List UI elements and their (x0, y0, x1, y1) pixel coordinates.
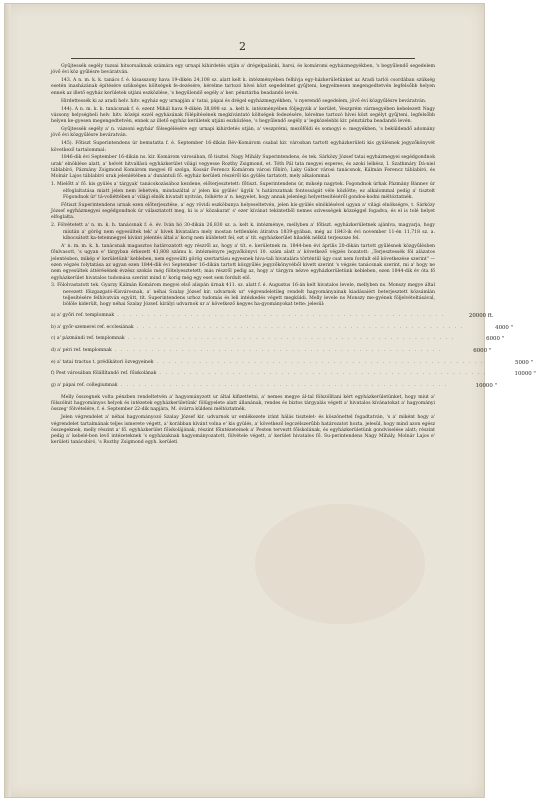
leader-dots: . . . . . . . . . . . . . . . . . . . . . . . . . . . . . . . . . . . . . . . . . . . . . . . . . . . . . . (120, 382, 448, 388)
bequest-amount: 6000 " (473, 348, 492, 355)
bequest-letter: b) (51, 324, 56, 330)
leader-dots: . . . . . . . . . . . . . . . . . . . . . . . . . . . . . . . . . . . . . . . . . . . . . . . . . . . . . . (117, 313, 445, 319)
item-number: 1. (51, 182, 56, 188)
bequest-row (51, 334, 505, 346)
bequest-amount: 10000 " (475, 382, 497, 389)
item-text: Mielőtt a' fő. kis gyülés a' tárgyak' tanácskozásához kezdene, előterjesztetett: főtiszt. Superintendens úr, miksép nagytek. Fogondnok úrhak Pázmány Bánnev úr elfoglaltatása miatt jelen nem lehetvén, mindazáltal a' jelen kis gyülés' ügyik 's határozatnak fontosságát véle közlötte; ez alkalommal pedig a' tisztelt Fögondnok úr' tá-volléttében a' világi elnök hivatalt nyitván, folkérte a' n. kegyelet, hogy annak jelenlegi helyettesítéséről gondos-kodni méltóztatnék. (57, 182, 435, 200)
bequest-letter: g) (51, 382, 56, 388)
bequest-letter: f) (51, 371, 55, 377)
paragraph: Melly összegnek volta pénzben rendeltetvén a' hagyományzott ur által kifizettetni, a' nemes megye ál-tal fölszólítani kért egyházkerületünket, hogy miut a' fölszólnit hagyományos helyek és intézetek egyházkerületünk' fölügyelete alatt állanának, rendes és biztos tárgyalás végett a' hivatalos kívánatokat a' hagyományi összeg' fölvételére, f. é. September 22-dik napjára, M. óvárra küldeni méltóztatnék. (51, 394, 435, 413)
bequest-amount: 4000 " (495, 324, 514, 331)
page-body (51, 40, 536, 448)
bequest-amount: 5000 " (515, 359, 533, 366)
bequest-label: a' győr-szemerei ref. ecclesiának (57, 324, 134, 330)
bequest-row (51, 357, 533, 369)
item-text: Fölvétetett a' n. m. k. h. tanácsnak f. é. év. Iván hó 30-dikán 26,830 sz. a. kelt k. intézménye, mellyben a' főtiszt. egyházkerületnek ajánlva, magyarja, hogy miután a' görög nem egyesültek tek' a' hívek hivatalára mely mostan tettlenkén átiratva 1839-gyában, még az 1843-ik évi november 11-én 11,718 sz. a. kibocsátott ka-tetemnegyel kivánt jelentés által a' korig nem küldetett fel, ezt a' tít. egyházkerület hiladék nélkül terjeszsze fel. (57, 223, 435, 241)
bequest-row (51, 380, 497, 392)
bequest-list (51, 311, 536, 392)
leader-dots: . . . . . . . . . . . . . . . . . . . . . . . . . . . . . . . . . . . . . . . . . . . . . . . . . . . . . . (156, 359, 484, 365)
numbered-item (51, 182, 435, 201)
bequest-label: a' pázmándi ref. templomnak (56, 336, 125, 342)
bequest-letter: c) (51, 336, 56, 342)
leader-dots: . . . . . . . . . . . . . . . . . . . . . . . . . . . . . . . . . . . . . . . . . . . . . . . . . . . . . . (159, 371, 487, 377)
leader-dots: . . . . . . . . . . . . . . . . . . . . . . . . . . . . . . . . . . . . . . . . . . . . . . . . . . . . . . (114, 348, 443, 354)
bequest-letter: e) (51, 359, 56, 365)
paragraph: Gyűjtessék segély a' n. vázsoni egyház' fölsegélésére egy urnapi kihirdetés utján, a' veszprémi, mezőföldi és somogyi e. megyékben, 's beküldendő adomány jövő évi közgyűlésre beváratván. (51, 127, 435, 139)
numbered-item (51, 223, 435, 242)
paragraph: 143. A n. m. k. k. tanács f. é. kisasszony hava 19-dikén 24,108 sz. alatt kelt k. intézményében felhívja egy-házkerületünket az Aradi tarlói csordában szükség esetén inasházának építésére szükséges költségek fe-dezésére, kérelme tartozó hívei közt segedelmet gyűjteni, kegyelmesen megengedtetvén legfelsőbb helyen ennek az illető egyház kerületek utjáni eszközlése, 's begyűlendő segély a' ker. pénztárba beadandó levén. (51, 78, 435, 96)
bequest-label: a' péri ref. templomnak (57, 348, 112, 354)
leader-dots: . . . . . . . . . . . . . . . . . . . . . . . . . . . . . . . . . . . . . . . . . . . . . . . . . . . . . . (127, 336, 456, 342)
bequest-row (51, 311, 494, 323)
bequest-letter: d) (51, 348, 56, 354)
item-number: 3. (51, 283, 56, 289)
bequest-amount: 6000 " (486, 336, 505, 343)
bequest-row (51, 369, 536, 381)
header-rule (71, 58, 415, 59)
bequest-row (51, 345, 492, 357)
bequest-row (51, 322, 514, 334)
paragraph: 1846-dik évi September 16-dikán ns. kir. Komárom városában, fő tisztel. Nagy Mihály Superintendens, és tek. Sárközy József tatai egyházmegyei segédgondnok urak' elnöklése alatt, a' helvét hitvallású egyházkerület világi vegyesse Rozthy Zsigmond, et. Tóth Pál tata megyei esperes, és azoki lelkész, I. Szathmáry Dá-niel táblabíró, Pázmány Zsigmond Komárom megyei fő szolga, Kossár Ferencz Komárom városi főbíró, Laky Gábor városi tanácsnok, Kálmán Ferencz táblabíró, és Molnár Lajos táblabíró urak jelenlétében a' dunántuli fő. egyház kerületi részéről kis gyülés tartatott, mely alkalommal: (51, 155, 435, 180)
bequest-letter: a) (51, 313, 56, 319)
paragraph: Jelen végrendelet a' néhai hagyományozó Szalay József kir. udvarnok ur emlékezete iránt hálás tisztelet- és köszönettel fogadtatván, 's a' miként hogy a' végrendelet tartalmának teljes ismerete végett, a' korábban kívánt volna e' kis gyülés, a' következő legczélszerűbb határozatot hozta, jelesül, hogy mind azon egész összegeknek, melly részint a' fő. egyházkerület főiskolájának, részint főintézeteinek a' Pesten terveztt főiskolának, és egyházkerületünk gondviselése alatt; részint pedig a' kebelé-ben levő intézeteknek 's egyházaknak hagyományozatott, fölvétele végett, a' kerület hivatalos fő. Su-perintendens Nagy Mihály, Molnár Lajos e' kerületi tanácsbíró, 's Rozthy Zsigmond egyh. kerületi (51, 415, 435, 446)
numbered-item (51, 283, 435, 308)
bequest-amount: 10000 " (514, 371, 536, 378)
bequest-label: a' győri ref. templomnak (57, 313, 115, 319)
paper-stain (255, 504, 425, 624)
paragraph: Hirdettessék ki az aradi helv. hitv. egyház egy urnapján a' tatai, pápai és drégel egyházmegyékben, 's nyerendő segedelem, jövő évi közgyűlésre beváratván. (61, 98, 427, 104)
bequest-label: a' pápai ref. collegiumnak (57, 382, 118, 388)
page-number: 2 (239, 40, 247, 53)
item-text: Fölolvastatott tek. Gyarzy Kálmán Komárom megyei első alispán úrnak 411. sz. alatt f. é. Augustus 16-án kelt hivatalos levele, mellyben ns. Monszy megye által nevezett főizgazgató-Kisvárosnak, a' néhai Szalay József kir. udvarnok ur' végrendeletileg rendelt hagyományainak kiadásaiért beterjesztett közsámlán teljesítésére felhívatván együtt, tít. Superintendens urhoz tudomás és leli intézkedés végett megküldi. Melly levele ns Monszy me-gyének följelvételtásával, bölöle kiderült, hogy néhai Szalay József. királyi udvarnok ur a' következő kegyes ha-gyományokat tette: jelesül: (57, 283, 435, 308)
bequest-label: Pest városában fölállítandó ref. főiskolának (55, 371, 157, 377)
bequest-amount: 20000 ft. (468, 313, 494, 320)
paragraph: Főtiszt Superintendens urnak ezen előterjesztése, a' egy rövidi eszköbunya helyeseltetvén, jelen kis-gyülés elnöklésével ugyan a' világi elnökségre, t. Sárközy József egyházmegyei segédgondnok úr választatott meg, ki is a' közakarat' s' ezer kívánat tekintetből nemes szivességek közzéggel fogadva, és el is tolé helyet elfoglalta. (51, 202, 435, 221)
paragraph: 144). A n. m. k. k. tanácsnak f. é. ezent Mihál hava 9-dikén 38,898 sz. a. kelt k. intézményében följegyzik a' kerület, Veszprém vármegyében kebelezett Nagy vázsony helységbeli helv. hitv. középi ezzél egyházának fölépítésének megkívántató költségek fedezésére, kérelme tartozó hívei közt segélyt gyűjteni, legfelsőbb helyen ke-gyesen megengedtetvén, ennek az illető egyház kerületek utjáni eszközlése, 's begyűlendő segély a' legközelebbi kir. pénztárba beadandó levén. (51, 106, 435, 125)
paragraph: 145). Főtiszt Superintendens úr bemutatta f. é. September 16-dikán Rév-Komárom csabal kir. városban tartott egyházkerületi kis gyülésnek jegyzőkönyvét következő tartalommal: (51, 141, 435, 153)
leader-dots: . . . . . . . . . . . . . . . . . . . . . . . . . . . . . . . . . . . . . . . . . . . . . . . . . . . . . . (136, 324, 465, 330)
bequest-label: a' tatai tractus t. prédikátori özvegyeinek (56, 359, 154, 365)
paragraph: A' n. m. m. k. h. tanácsnak magasztos határozatott egy részről az, hogy a' tít. e. kerületnek m. 1844-ben évi április 20-dikán tartott gyűlésnek közgyűlésben főnlvasott, 's ugyan e' tárgyban érkezett 41,808 számu k. intézményre jegyzőkönyvi 10. szám alatt a' következő végzés hozatott: „Terjesztessék föl alázatos jelentésben, mikép e' kerületünk' kebleben, nem egyesülti görög szertartásu egyesnek hiva-tali hivatalára történtül ügy csat nem fordult elő következése szerint" — ezen végzés folytatása az ugyan ezen 1844-dik évi September 16-dikán tartott közgyűlés jegyzőkönyvéből kivett szerint 's végzés tanácsnak szerint, mi a' hogy ne nem egyesültek áttérésének évzész szokás még föltelyesztetett; más részről pedig az, hogy a' tárgyra nézve egyházkerületünk kebleben, ezen 1844-dik év óta fő egyházkerület hivatalos tudomása szerint mind n' korig még egy eset sem fordult elő. (51, 244, 435, 281)
document-page (4, 3, 536, 798)
item-number: 2. (51, 223, 56, 229)
paragraph: Gyűjtessék segély tuzsai hitsorsaiknak számára egy urnapi kihirdetés utján a' drégelpalánki, barsi, és komáromi egyházmegyékben, 's begyűlendő segedelem jövő évi köz gyűlésre beváratván. (51, 64, 435, 76)
page-edge-shading (5, 4, 11, 797)
